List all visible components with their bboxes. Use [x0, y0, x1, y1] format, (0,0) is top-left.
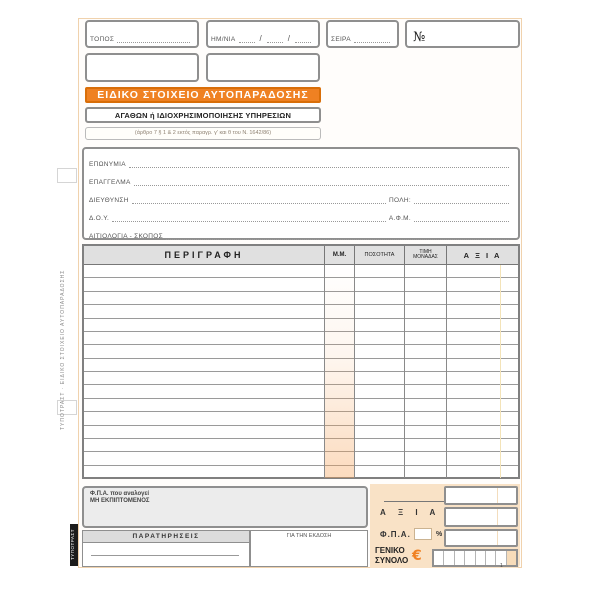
tax-id-label: Α.Φ.Μ. [388, 215, 411, 222]
remarks-label: ΠΑΡΑΤΗΡΗΣΕΙΣ [83, 531, 249, 543]
name-label: ΕΠΩΝΥΜΙΑ [89, 161, 126, 168]
grand-total-cell [486, 551, 496, 565]
blank-box-right [206, 53, 320, 82]
amount-decimal-line [497, 531, 498, 545]
col-header-unit: Μ.Μ. [324, 246, 354, 264]
grand-total-cells [432, 549, 518, 567]
reason-label: ΑΙΤΙΟΛΟΓΙΑ - ΣΚΟΠΟΣ [89, 233, 163, 240]
vat-amount-box [444, 507, 518, 527]
col-divider-2 [354, 265, 355, 478]
address-fill-line [132, 203, 386, 204]
issue-label: ΓΙΑ ΤΗΝ ΕΚΔΟΣΗ [286, 533, 332, 539]
place-fill-line [117, 42, 190, 43]
table-row [84, 319, 518, 332]
col-header-quantity: ΠΟΣΟΤΗΤΑ [354, 246, 404, 264]
table-row [84, 359, 518, 372]
series-fill-line [354, 42, 390, 43]
table-row [84, 452, 518, 465]
amount-decimal-line [497, 509, 498, 525]
table-row [84, 439, 518, 452]
amount-decimal-line [497, 488, 498, 503]
table-row [84, 412, 518, 425]
blank-box-left [85, 53, 199, 82]
date-slash-1: / [259, 34, 262, 43]
table-row [84, 399, 518, 412]
reason-fill-line [166, 239, 509, 240]
brand-tab: ΤΥΠΟΤΡΑΣΤ [70, 524, 79, 566]
euro-icon: € [412, 548, 422, 564]
table-row [84, 332, 518, 345]
value-total-label: Α Ξ Ι Α [380, 508, 441, 517]
city-fill-line [414, 203, 509, 204]
tax-office-fill-line [112, 221, 386, 222]
table-row [84, 292, 518, 305]
table-row [84, 466, 518, 478]
number-label: № [413, 30, 426, 45]
table-row [84, 372, 518, 385]
table-row [84, 345, 518, 358]
address-label: ΔΙΕΥΘΥΝΣΗ [89, 197, 129, 204]
date-label: ΗΜ/ΝΙΑ [211, 36, 236, 43]
value-amount-box [444, 486, 518, 505]
totals-dash-line [384, 501, 446, 502]
percent-sign: % [436, 531, 443, 538]
date-fill-line3 [295, 42, 311, 43]
vat-total-label: Φ.Π.Α. [380, 530, 411, 539]
remarks-box [82, 530, 250, 567]
table-row [84, 265, 518, 278]
profession-fill-line [134, 185, 509, 186]
grand-total-label-1: ΓΕΝΙΚΟ [375, 546, 405, 555]
date-fill-line2 [267, 42, 283, 43]
date-box [206, 20, 320, 48]
col-divider-1 [324, 265, 325, 478]
grand-total-cell [434, 551, 444, 565]
table-body [84, 265, 518, 478]
place-label: ΤΟΠΟΣ [90, 36, 115, 43]
vat-rate-box [414, 528, 432, 540]
grand-total-cell [465, 551, 475, 565]
tax-id-fill-line [414, 221, 509, 222]
series-box [326, 20, 399, 48]
form-subtitle: ΑΓΑΘΩΝ ή ΙΔΙΟΧΡΗΣΙΜΟΠΟΙΗΣΗΣ ΥΠΗΡΕΣΙΩΝ [85, 107, 321, 123]
details-box [82, 147, 520, 240]
table-row [84, 278, 518, 291]
form-title: ΕΙΔΙΚΟ ΣΤΟΙΧΕΙΟ ΑΥΤΟΠΑΡΑΔΟΣΗΣ [85, 87, 321, 103]
vat-note-line1: Φ.Π.Α. που αναλογεί [90, 491, 150, 497]
table-row [84, 426, 518, 439]
col-divider-4 [446, 265, 447, 478]
punch-mark-top [57, 168, 77, 183]
unit-column-tint [324, 265, 354, 478]
side-fine-print: ΤΥΠΟΤΡΑΣΤ · ΕΙΔΙΚΟ ΣΤΟΙΧΕΙΟ ΑΥΤΟΠΑΡΑΔΟΣΗΣ [60, 269, 66, 430]
vat-nondeductible-box [82, 486, 368, 528]
profession-label: ΕΠΑΓΓΕΛΜΑ [89, 179, 131, 186]
remarks-fill-line [91, 555, 239, 556]
col-header-description: ΠΕΡΙΓΡΑΦΗ [164, 250, 244, 260]
date-fill-line [239, 42, 255, 43]
place-box [85, 20, 199, 48]
number-box [405, 20, 520, 48]
law-citation: (άρθρο 7 § 1 & 2 εκτός παραγρ. γ' και θ του Ν. 1642/86) [85, 127, 321, 140]
items-table [82, 244, 520, 479]
grand-total-cell [476, 551, 486, 565]
subtotal-amount-box [444, 529, 518, 547]
grand-total-cell [455, 551, 465, 565]
name-fill-line [129, 167, 509, 168]
col-header-value: Α Ξ Ι Α [446, 246, 518, 264]
col-header-unit-price: ΤΙΜΗ ΜΟΝΑΔΑΣ [404, 246, 446, 264]
issue-signature-box [250, 530, 368, 567]
city-label: ΠΟΛΗ: [389, 197, 411, 204]
table-row [84, 305, 518, 318]
value-decimal-line [500, 265, 501, 478]
page-number: 1 [500, 563, 503, 569]
grand-total-cell [444, 551, 454, 565]
grand-total-cell [507, 551, 516, 565]
date-slash-2: / [287, 34, 290, 43]
totals-panel [370, 484, 520, 568]
vat-note-line2: ΜΗ ΕΚΠΙΠΤΟΜΕΝΟΣ [90, 498, 150, 504]
col-divider-3 [404, 265, 405, 478]
grand-total-label-2: ΣΥΝΟΛΟ [375, 556, 409, 565]
series-label: ΣΕΙΡΑ [331, 36, 351, 43]
table-row [84, 385, 518, 398]
tax-office-label: Δ.Ο.Υ. [89, 215, 110, 222]
table-header-row [84, 246, 518, 265]
